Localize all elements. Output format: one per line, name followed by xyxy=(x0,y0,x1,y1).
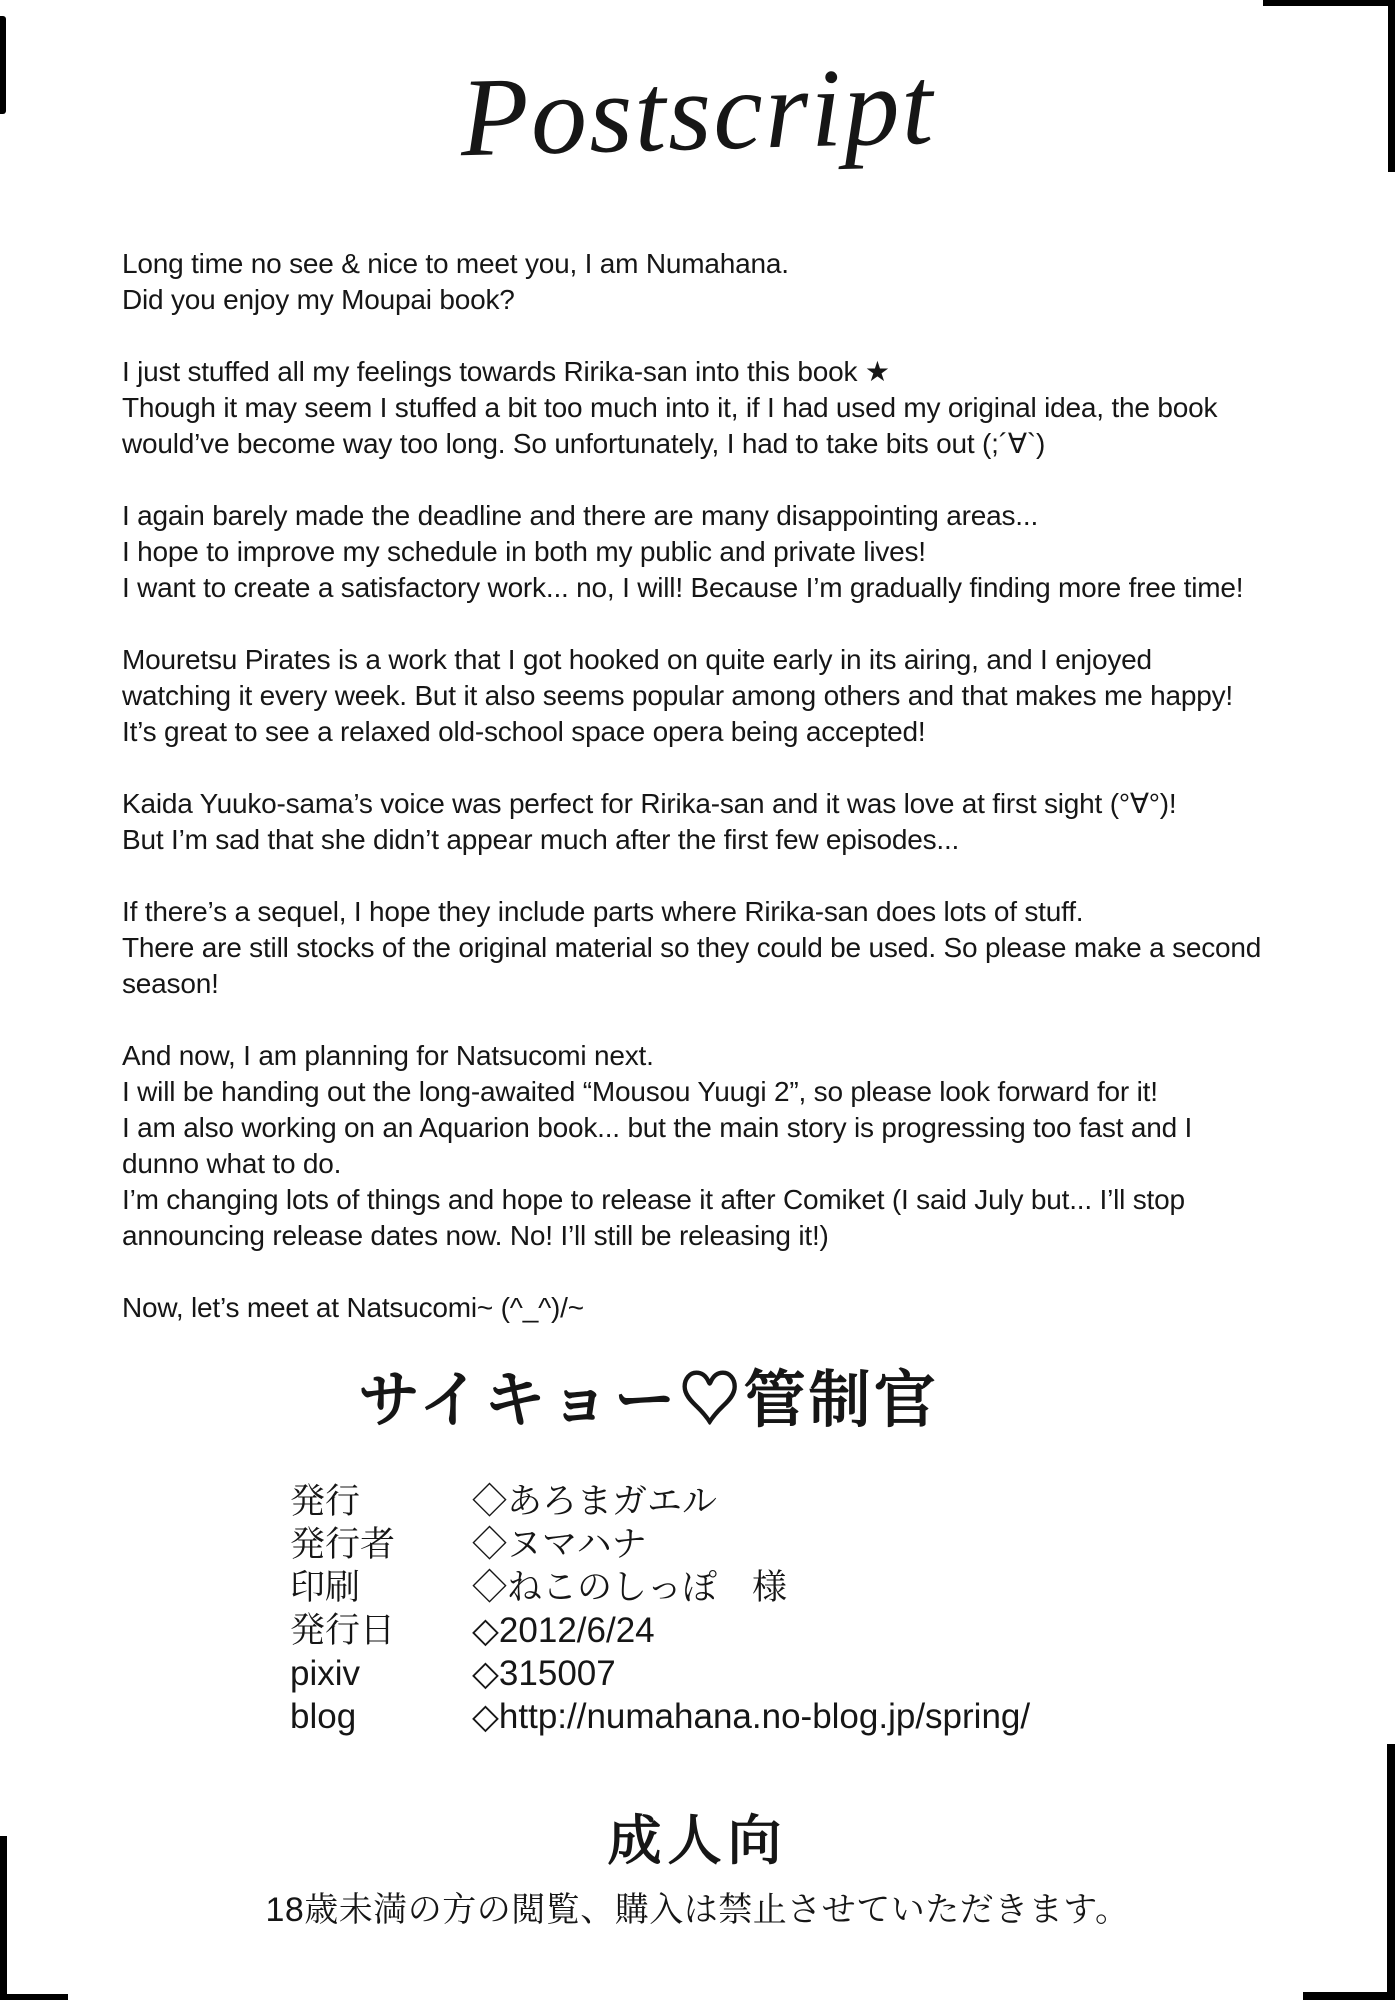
body-line: I am also working on an Aquarion book... but the main story is progressing too fast and I xyxy=(122,1112,1193,1143)
paragraph xyxy=(122,894,1382,1002)
scan-artifact-top-left xyxy=(0,16,6,114)
scan-artifact-right-bottom xyxy=(1387,1744,1395,2000)
paragraph xyxy=(122,1038,1382,1254)
body-line: dunno what to do. xyxy=(122,1148,342,1179)
body-line: would’ve become way too long. So unfortunately, I had to take bits out (;´∀`) xyxy=(122,428,1046,459)
colophon-value: ◇ヌマハナ xyxy=(472,1525,647,1564)
age-warning-text: 18歳未満の方の閲覧、購入は禁止させていただきます。 xyxy=(265,1891,1130,1929)
colophon-row xyxy=(290,1609,1030,1652)
scan-artifact-bottom-edge-right xyxy=(1303,1992,1395,2000)
colophon-value: ◇315007 xyxy=(472,1654,616,1693)
paragraph xyxy=(122,786,1382,858)
body-line: I’m changing lots of things and hope to release it after Comiket (I said July but... I’ll stop xyxy=(122,1184,1185,1215)
scan-artifact-top-edge xyxy=(1263,0,1395,6)
body-line: But I’m sad that she didn’t appear much after the first few episodes... xyxy=(122,824,960,855)
adult-rating-label: 成人向 xyxy=(607,1811,788,1871)
paragraph xyxy=(122,246,1382,318)
colophon-label: pixiv xyxy=(290,1654,361,1693)
paragraph xyxy=(122,498,1382,606)
body-line: announcing release dates now. No! I’ll still be releasing it!) xyxy=(122,1220,829,1251)
body-line: Mouretsu Pirates is a work that I got hooked on quite early in its airing, and I enjoyed xyxy=(122,644,1152,675)
colophon-row xyxy=(290,1523,1030,1566)
colophon-label: blog xyxy=(290,1697,357,1736)
body-line: I want to create a satisfactory work... no, I will! Because I’m gradually finding more free time! xyxy=(122,572,1244,603)
afterword-text xyxy=(122,246,1382,1362)
paragraph xyxy=(122,354,1382,462)
body-line: I will be handing out the long-awaited “Mousou Yuugi 2”, so please look forward for it! xyxy=(122,1076,1158,1107)
body-line: And now, I am planning for Natsucomi next. xyxy=(122,1040,654,1071)
colophon-label: 発行日 xyxy=(290,1611,396,1650)
colophon xyxy=(290,1480,1030,1738)
page-title: Postscript xyxy=(458,43,937,181)
colophon-value: ◇あろまガエル xyxy=(472,1482,718,1521)
body-line: If there’s a sequel, I hope they include parts where Ririka-san does lots of stuff. xyxy=(122,896,1084,927)
body-line: Now, let’s meet at Natsucomi~ (^_^)/~ xyxy=(122,1292,584,1323)
body-line: Did you enjoy my Moupai book? xyxy=(122,284,515,315)
colophon-row xyxy=(290,1695,1030,1738)
body-line: I just stuffed all my feelings towards Ririka-san into this book ★ xyxy=(122,356,890,387)
body-line: season! xyxy=(122,968,219,999)
body-line: watching it every week. But it also seems popular among others and that makes me happy! xyxy=(122,680,1233,711)
scan-artifact-bottom-edge-left xyxy=(0,1994,68,2000)
colophon-row xyxy=(290,1566,1030,1609)
body-line: It’s great to see a relaxed old-school space opera being accepted! xyxy=(122,716,926,747)
colophon-value: ◇http://numahana.no-blog.jp/spring/ xyxy=(472,1697,1031,1736)
colophon-row xyxy=(290,1480,1030,1523)
colophon-label: 発行 xyxy=(290,1482,361,1521)
body-line: Long time no see & nice to meet you, I am Numahana. xyxy=(122,248,789,279)
colophon-label: 発行者 xyxy=(290,1525,396,1564)
book-title-japanese: サイキョー♡管制官 xyxy=(358,1366,939,1435)
scan-artifact-bottom-left xyxy=(0,1836,7,2000)
colophon-value: ◇2012/6/24 xyxy=(472,1611,655,1650)
colophon-row xyxy=(290,1652,1030,1695)
body-line: There are still stocks of the original material so they could be used. So please make a second xyxy=(122,932,1262,963)
paragraph xyxy=(122,1290,1382,1326)
paragraph xyxy=(122,642,1382,750)
body-line: I again barely made the deadline and there are many disappointing areas... xyxy=(122,500,1039,531)
colophon-value: ◇ねこのしっぽ 様 xyxy=(472,1568,788,1607)
scan-artifact-right-top xyxy=(1388,0,1395,172)
body-line: I hope to improve my schedule in both my public and private lives! xyxy=(122,536,926,567)
colophon-label: 印刷 xyxy=(290,1568,361,1607)
body-line: Kaida Yuuko-sama’s voice was perfect for Ririka-san and it was love at first sight (°∀°)! xyxy=(122,788,1177,819)
body-line: Though it may seem I stuffed a bit too much into it, if I had used my original idea, the book xyxy=(122,392,1218,423)
